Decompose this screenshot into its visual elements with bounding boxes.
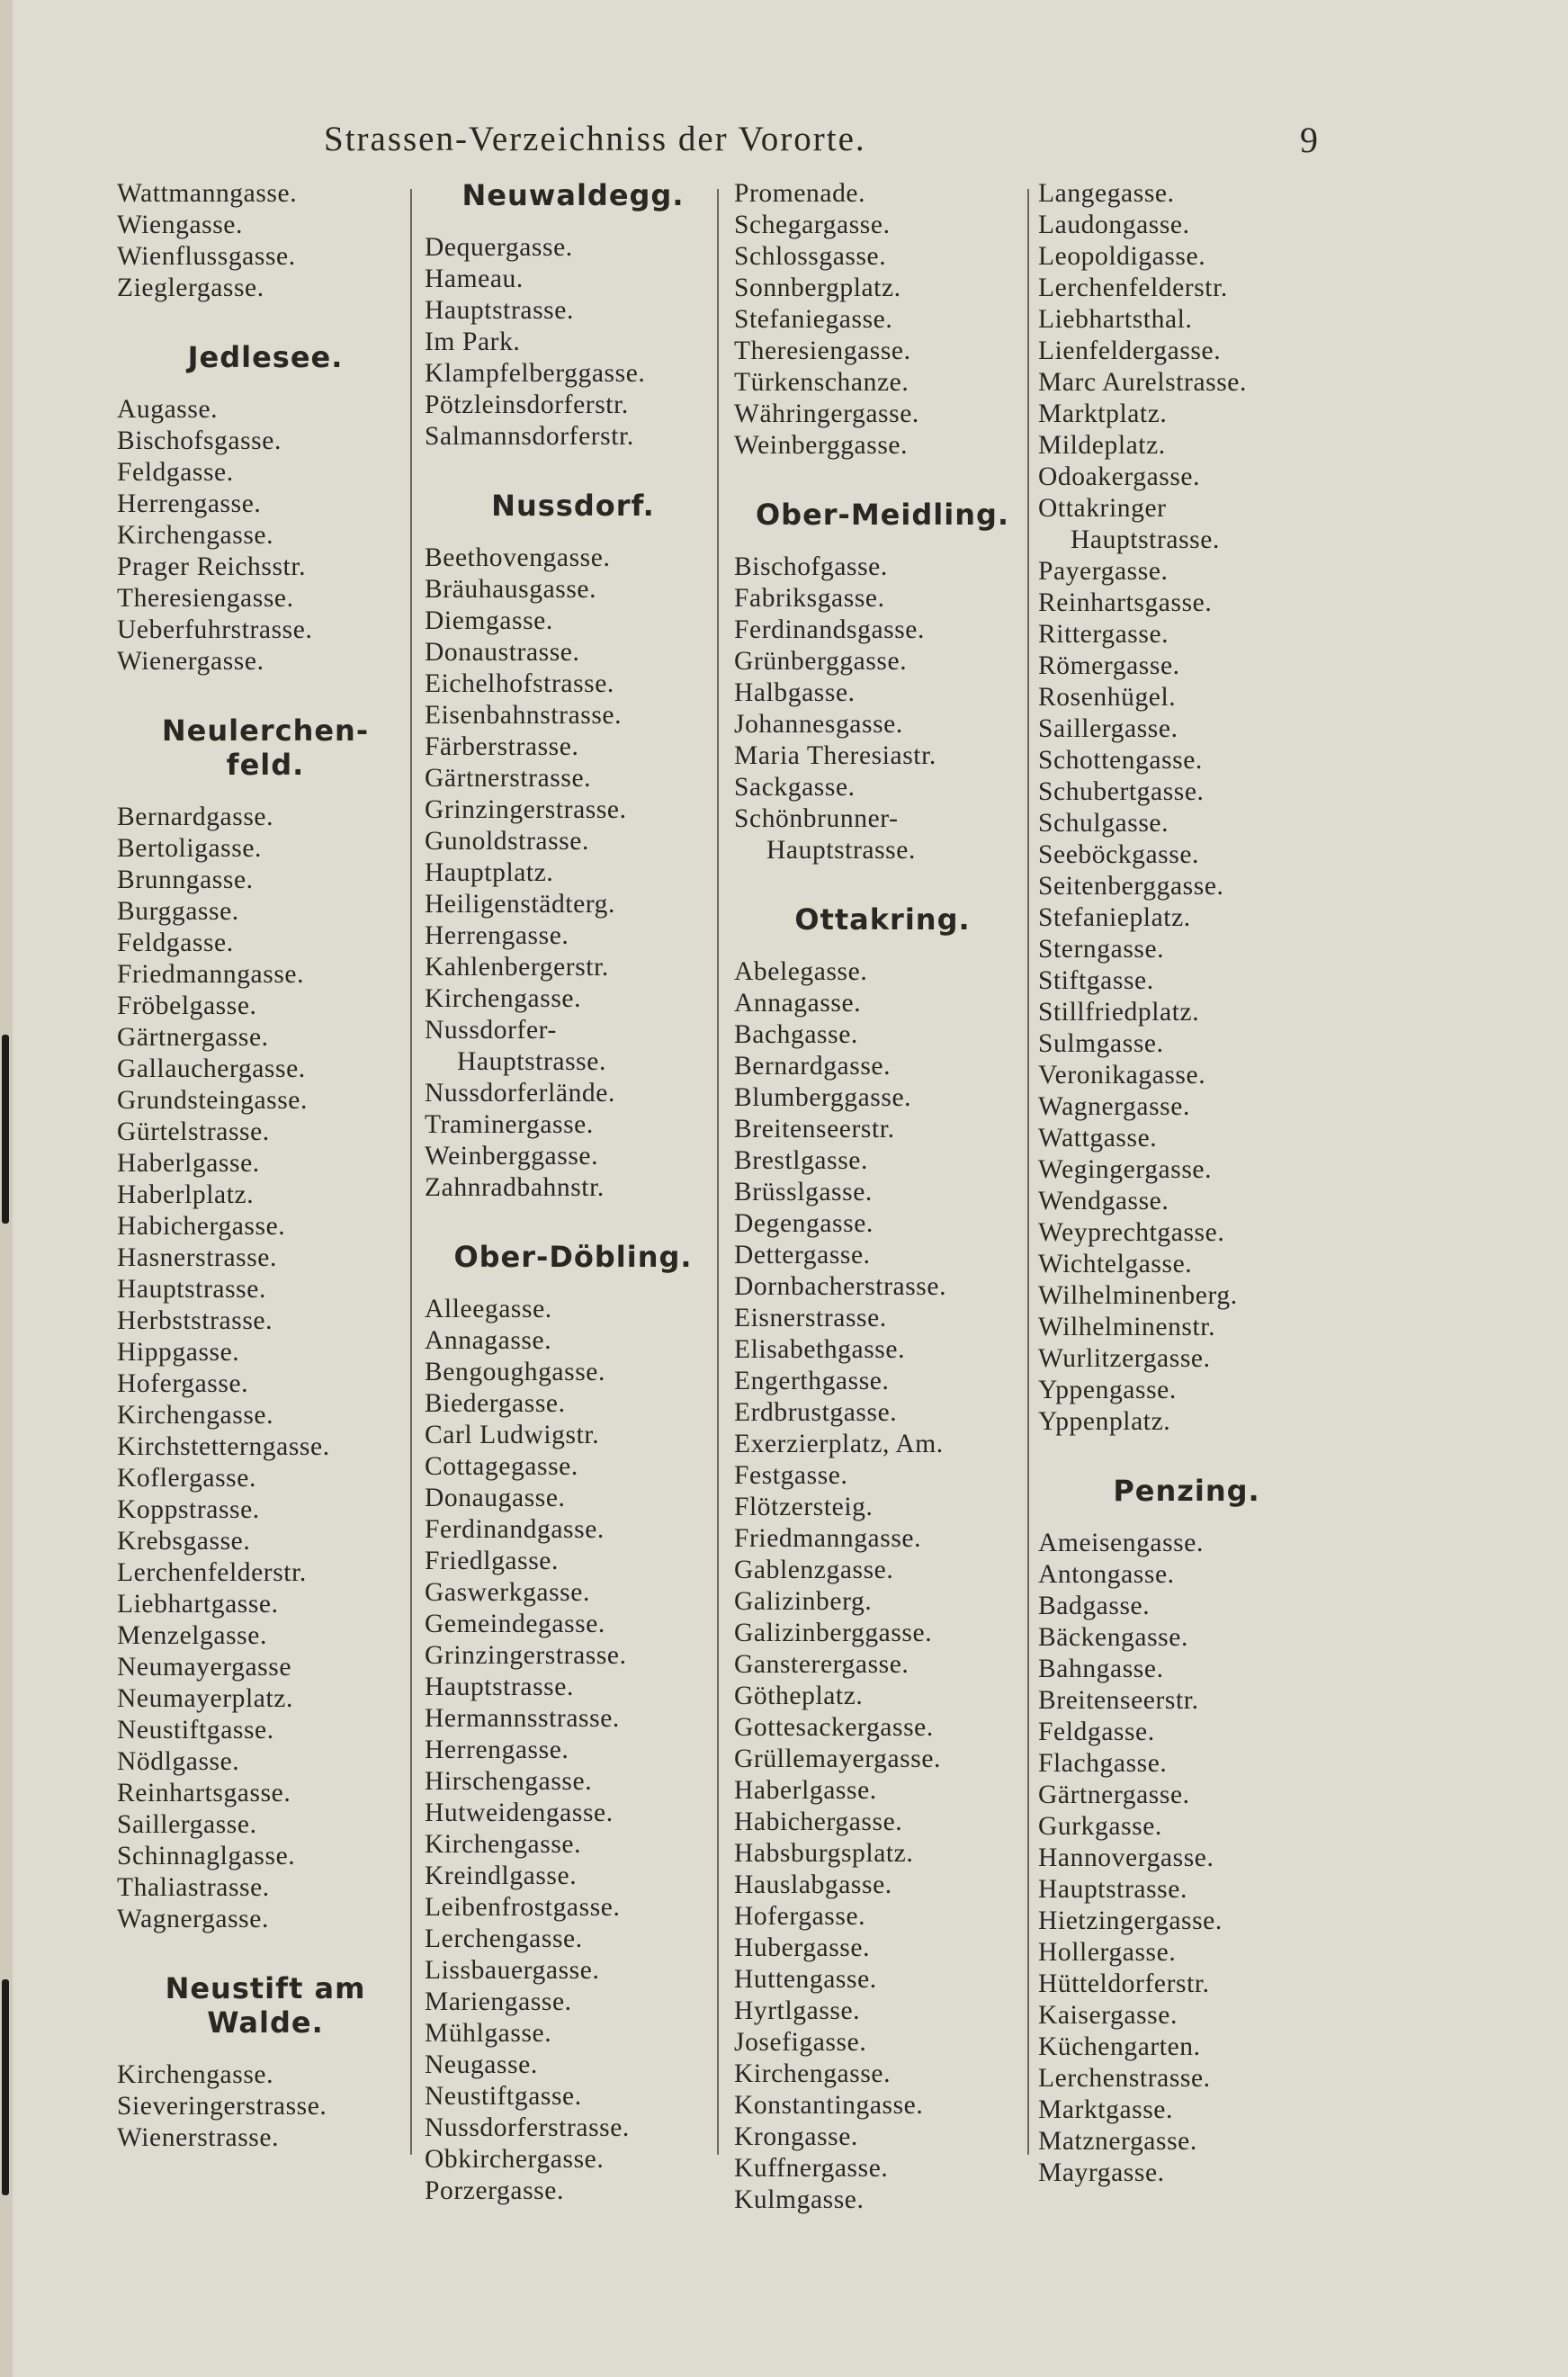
street-entry: Breitenseerstr. xyxy=(1038,1686,1199,1715)
street-entry: Hauptstrasse. xyxy=(425,296,574,325)
street-entry: Sonnbergplatz. xyxy=(734,274,901,302)
street-entry: Huttengasse. xyxy=(734,1965,877,1994)
street-entry: Bäckengasse. xyxy=(1038,1623,1188,1652)
street-entry: Bischofgasse. xyxy=(734,552,888,581)
street-entry: Breitenseerstr. xyxy=(734,1115,895,1144)
street-entry: Nussdorferstrasse. xyxy=(425,2113,630,2142)
street-entry: Stefaniegasse. xyxy=(734,305,893,334)
street-entry: Liebhartsthal. xyxy=(1038,305,1193,334)
street-entry: Laudongasse. xyxy=(1038,211,1190,239)
street-entry: Hollergasse. xyxy=(1038,1938,1177,1967)
street-entry: Hauptstrasse. xyxy=(1038,1875,1187,1904)
page-title: Strassen-Verzeichniss der Vororte. xyxy=(324,120,866,158)
street-entry: Cottagegasse. xyxy=(425,1452,578,1481)
street-entry: Nussdorfer- xyxy=(425,1016,557,1045)
section-title: Neustift am Walde. xyxy=(165,1971,366,2040)
street-entry: Bengoughgasse. xyxy=(425,1358,605,1386)
street-entry: Heiligenstädterg. xyxy=(425,890,616,919)
street-entry: Hauptplatz. xyxy=(425,858,554,887)
street-entry: Wiengasse. xyxy=(117,211,243,239)
street-entry: Wagnergasse. xyxy=(117,1905,269,1933)
street-entry: Neumayerplatz. xyxy=(117,1684,293,1713)
street-entry: Neustiftgasse. xyxy=(117,1716,274,1745)
street-entry: Blumberggasse. xyxy=(734,1083,912,1112)
street-entry: Neugasse. xyxy=(425,2050,538,2079)
street-entry: Götheplatz. xyxy=(734,1682,864,1710)
street-entry: Krebsgasse. xyxy=(117,1527,251,1556)
street-entry: Hyrtlgasse. xyxy=(734,1996,861,2025)
street-entry: Mühlgasse. xyxy=(425,2019,552,2048)
street-entry: Exerzierplatz, Am. xyxy=(734,1430,944,1458)
street-entry: Stefanieplatz. xyxy=(1038,903,1191,932)
street-entry: Traminergasse. xyxy=(425,1110,594,1139)
street-entry: Wienerstrasse. xyxy=(117,2123,280,2152)
street-entry: Grinzingerstrasse. xyxy=(425,1641,627,1670)
street-entry: Zahnradbahnstr. xyxy=(425,1173,605,1202)
street-entry: Liebhartgasse. xyxy=(117,1590,279,1619)
street-entry: Wegingergasse. xyxy=(1038,1155,1213,1184)
street-entry: Stillfriedplatz. xyxy=(1038,998,1200,1027)
street-entry: Gurkgasse. xyxy=(1038,1812,1162,1841)
street-entry: Türkenschanze. xyxy=(734,368,909,397)
street-entry: Konstantingasse. xyxy=(734,2091,924,2120)
street-entry: Nussdorferlände. xyxy=(425,1079,615,1108)
street-entry: Hietzingergasse. xyxy=(1038,1906,1223,1935)
street-entry: Seeböckgasse. xyxy=(1038,840,1200,869)
street-entry: Wichtelgasse. xyxy=(1038,1250,1193,1278)
street-entry: Ferdinandsgasse. xyxy=(734,615,925,644)
street-entry: Menzelgasse. xyxy=(117,1621,267,1650)
street-entry: Kahlenbergerstr. xyxy=(425,953,609,982)
street-entry: Hauslabgasse. xyxy=(734,1870,892,1899)
street-entry: Eichelhofstrasse. xyxy=(425,669,614,698)
section-title: Ottakring. xyxy=(794,902,971,937)
street-entry: Schulgasse. xyxy=(1038,809,1169,838)
street-entry: Schegargasse. xyxy=(734,211,891,239)
street-entry: Leibenfrostgasse. xyxy=(425,1893,621,1922)
street-entry: Burggasse. xyxy=(117,897,239,926)
street-entry: Lerchenfelderstr. xyxy=(1038,274,1228,302)
street-entry: Sterngasse. xyxy=(1038,935,1165,964)
section-title: Jedlesee. xyxy=(187,340,344,374)
street-entry: Wattmanngasse. xyxy=(117,179,298,208)
street-entry: Galizinberg. xyxy=(734,1587,873,1616)
street-entry: Hauptstrasse. xyxy=(1071,525,1220,554)
section-title: Neuwaldegg. xyxy=(461,178,685,212)
street-entry: Seitenberggasse. xyxy=(1038,872,1224,901)
street-entry: Bertoligasse. xyxy=(117,834,263,863)
street-entry: Kuffnergasse. xyxy=(734,2154,889,2183)
page-header xyxy=(0,119,1568,173)
street-entry: Nödlgasse. xyxy=(117,1747,240,1776)
street-entry: Saillergasse. xyxy=(1038,714,1178,743)
street-entry: Gottesackergasse. xyxy=(734,1713,934,1742)
street-entry: Kirchengasse. xyxy=(117,1401,274,1430)
street-entry: Haberlgasse. xyxy=(117,1149,260,1178)
street-entry: Hameau. xyxy=(425,265,524,293)
street-entry: Wilhelminenberg. xyxy=(1038,1281,1238,1310)
street-entry: Thaliastrasse. xyxy=(117,1873,270,1902)
section-title: Nussdorf. xyxy=(491,489,655,523)
street-entry: Gunoldstrasse. xyxy=(425,827,589,856)
street-entry: Hermannsstrasse. xyxy=(425,1704,620,1733)
street-entry: Porzergasse. xyxy=(425,2176,564,2205)
street-entry: Josefigasse. xyxy=(734,2028,867,2057)
street-entry: Hofergasse. xyxy=(734,1902,866,1931)
street-entry: Bachgasse. xyxy=(734,1020,858,1049)
street-entry: Antongasse. xyxy=(1038,1560,1175,1589)
street-entry: Galizinberggasse. xyxy=(734,1619,933,1647)
street-entry: Annagasse. xyxy=(734,989,862,1018)
street-entry: Klampfelberggasse. xyxy=(425,359,646,388)
street-entry: Ameisengasse. xyxy=(1038,1529,1204,1557)
column-3 xyxy=(734,178,1031,2214)
street-entry: Wattgasse. xyxy=(1038,1124,1158,1153)
street-entry: Habichergasse. xyxy=(734,1807,903,1836)
street-entry: Obkirchergasse. xyxy=(425,2145,605,2174)
section-title: Ober-Döbling. xyxy=(453,1240,693,1274)
street-entry: Saillergasse. xyxy=(117,1810,257,1839)
street-entry: Dettergasse. xyxy=(734,1241,871,1269)
street-entry: Ueberfuhrstrasse. xyxy=(117,615,313,644)
street-entry: Grundsteingasse. xyxy=(117,1086,308,1115)
street-entry: Rosenhügel. xyxy=(1038,683,1177,712)
street-entry: Wienflussgasse. xyxy=(117,242,296,271)
street-entry: Brestlgasse. xyxy=(734,1146,868,1175)
street-entry: Stiftgasse. xyxy=(1038,966,1154,995)
street-entry: Weinberggasse. xyxy=(734,431,909,460)
street-entry: Kirchengasse. xyxy=(425,1830,582,1859)
street-entry: Hofergasse. xyxy=(117,1369,249,1398)
street-entry: Eisnerstrasse. xyxy=(734,1304,887,1332)
street-entry: Feldgasse. xyxy=(117,458,234,487)
section-title: Neulerchen- feld. xyxy=(161,713,370,782)
street-entry: Fabriksgasse. xyxy=(734,584,885,613)
street-entry: Neustiftgasse. xyxy=(425,2082,582,2111)
street-entry: Marktgasse. xyxy=(1038,2095,1173,2124)
street-entry: Diemgasse. xyxy=(425,606,553,635)
street-entry: Elisabethgasse. xyxy=(734,1335,906,1364)
binding-mark xyxy=(2,1979,9,2195)
street-entry: Habichergasse. xyxy=(117,1212,286,1241)
street-entry: Hauptstrasse. xyxy=(425,1673,574,1701)
street-entry: Festgasse. xyxy=(734,1461,848,1490)
street-entry: Schönbrunner- xyxy=(734,804,899,833)
street-entry: Gürtelstrasse. xyxy=(117,1117,270,1146)
street-entry: Küchengarten. xyxy=(1038,2032,1201,2061)
street-entry: Donaustrasse. xyxy=(425,638,580,667)
street-entry: Kulmgasse. xyxy=(734,2185,865,2214)
street-entry: Mayrgasse. xyxy=(1038,2158,1165,2187)
page-number: 9 xyxy=(1300,120,1318,160)
street-entry: Erdbrustgasse. xyxy=(734,1398,898,1427)
street-entry: Bahngasse. xyxy=(1038,1655,1164,1683)
street-entry: Koflergasse. xyxy=(117,1464,256,1493)
street-entry: Carl Ludwigstr. xyxy=(425,1421,600,1449)
street-entry: Veronikagasse. xyxy=(1038,1061,1206,1090)
street-entry: Pötzleinsdorferstr. xyxy=(425,390,629,419)
street-entry: Engerthgasse. xyxy=(734,1367,890,1395)
street-entry: Yppengasse. xyxy=(1038,1376,1177,1404)
street-entry: Bernardgasse. xyxy=(734,1052,892,1081)
street-entry: Wendgasse. xyxy=(1038,1187,1169,1215)
street-entry: Weinberggasse. xyxy=(425,1142,599,1171)
street-entry: Ferdinandgasse. xyxy=(425,1515,605,1544)
street-entry: Zieglergasse. xyxy=(117,274,264,302)
street-entry: Abelegasse. xyxy=(734,957,868,986)
street-entry: Herbststrasse. xyxy=(117,1306,273,1335)
street-entry: Dequergasse. xyxy=(425,233,573,262)
street-entry: Langegasse. xyxy=(1038,179,1175,208)
street-entry: Sieveringerstrasse. xyxy=(117,2092,327,2121)
street-entry: Gansterergasse. xyxy=(734,1650,909,1679)
street-entry: Leopoldigasse. xyxy=(1038,242,1206,271)
street-entry: Grüllemayergasse. xyxy=(734,1745,942,1773)
street-entry: Bischofsgasse. xyxy=(117,426,282,455)
street-entry: Reinhartsgasse. xyxy=(117,1779,291,1807)
street-entry: Flachgasse. xyxy=(1038,1749,1168,1778)
street-entry: Im Park. xyxy=(425,327,521,356)
street-entry: Wagnergasse. xyxy=(1038,1092,1190,1121)
column-2 xyxy=(425,178,721,2205)
street-entry: Rittergasse. xyxy=(1038,620,1169,649)
street-entry: Gablenzgasse. xyxy=(734,1556,894,1584)
street-entry: Lienfeldergasse. xyxy=(1038,336,1222,365)
street-entry: Hauptstrasse. xyxy=(766,836,916,865)
street-entry: Weyprechtgasse. xyxy=(1038,1218,1225,1247)
street-entry: Feldgasse. xyxy=(117,928,234,957)
street-entry: Marc Aurelstrasse. xyxy=(1038,368,1247,397)
column-4 xyxy=(1038,178,1335,2187)
street-entry: Brunngasse. xyxy=(117,866,254,894)
street-entry: Krongasse. xyxy=(734,2122,858,2151)
street-entry: Augasse. xyxy=(117,395,219,424)
street-entry: Herrengasse. xyxy=(425,921,569,950)
street-entry: Reinhartsgasse. xyxy=(1038,588,1213,617)
street-entry: Friedmanngasse. xyxy=(734,1524,922,1553)
street-entry: Matznergasse. xyxy=(1038,2127,1197,2156)
street-entry: Hubergasse. xyxy=(734,1933,871,1962)
street-entry: Hannovergasse. xyxy=(1038,1843,1214,1872)
street-entry: Kaisergasse. xyxy=(1038,2001,1178,2030)
street-entry: Gärtnergasse. xyxy=(117,1023,269,1052)
street-entry: Annagasse. xyxy=(425,1326,552,1355)
street-entry: Grinzingerstrasse. xyxy=(425,795,627,824)
street-entry: Johannesgasse. xyxy=(734,710,903,739)
street-entry: Koppstrasse. xyxy=(117,1495,260,1524)
street-entry: Hirschengasse. xyxy=(425,1767,593,1796)
street-entry: Haberlplatz. xyxy=(117,1180,255,1209)
street-entry: Schottengasse. xyxy=(1038,746,1203,775)
street-entry: Gärtnerstrasse. xyxy=(425,764,592,793)
street-entry: Kirchengasse. xyxy=(117,2060,274,2089)
street-entry: Dornbacherstrasse. xyxy=(734,1272,947,1301)
street-entry: Lerchenfelderstr. xyxy=(117,1558,307,1587)
street-entry: Payergasse. xyxy=(1038,557,1169,586)
street-entry: Schubertgasse. xyxy=(1038,777,1205,806)
street-entry: Lissbauergasse. xyxy=(425,1956,600,1985)
street-entry: Währingergasse. xyxy=(734,399,919,428)
street-entry: Kirchengasse. xyxy=(117,521,274,550)
street-entry: Hutweidengasse. xyxy=(425,1798,614,1827)
street-entry: Friedlgasse. xyxy=(425,1547,559,1575)
street-entry: Salmannsdorferstr. xyxy=(425,422,634,451)
street-entry: Kirchengasse. xyxy=(734,2059,892,2088)
street-entry: Wurlitzergasse. xyxy=(1038,1344,1211,1373)
street-entry: Donaugasse. xyxy=(425,1484,566,1512)
street-entry: Hasnerstrasse. xyxy=(117,1243,277,1272)
street-entry: Grünberggasse. xyxy=(734,647,908,676)
street-entry: Kirchstetterngasse. xyxy=(117,1432,330,1461)
street-entry: Römergasse. xyxy=(1038,651,1180,680)
section-title: Ober-Meidling. xyxy=(755,498,1010,532)
street-entry: Theresiengasse. xyxy=(117,584,294,613)
binding-mark xyxy=(2,1035,9,1224)
street-entry: Kreindlgasse. xyxy=(425,1861,578,1890)
street-entry: Fröbelgasse. xyxy=(117,991,257,1020)
street-entry: Gaswerkgasse. xyxy=(425,1578,590,1607)
street-entry: Mildeplatz. xyxy=(1038,431,1166,460)
street-entry: Habsburgsplatz. xyxy=(734,1839,914,1868)
street-entry: Mariengasse. xyxy=(425,1987,572,2016)
street-entry: Yppenplatz. xyxy=(1038,1407,1171,1436)
street-entry: Schinnaglgasse. xyxy=(117,1842,296,1870)
street-entry: Halbgasse. xyxy=(734,678,856,707)
street-entry: Hippgasse. xyxy=(117,1338,240,1367)
street-entry: Lerchengasse. xyxy=(425,1924,583,1953)
street-entry: Neumayergasse xyxy=(117,1653,292,1682)
street-entry: Gallauchergasse. xyxy=(117,1054,306,1083)
street-entry: Wilhelminenstr. xyxy=(1038,1313,1216,1341)
street-entry: Haberlgasse. xyxy=(734,1776,877,1805)
street-entry: Marktplatz. xyxy=(1038,399,1168,428)
street-entry: Prager Reichsstr. xyxy=(117,552,307,581)
street-entry: Hauptstrasse. xyxy=(457,1047,606,1076)
street-entry: Bernardgasse. xyxy=(117,803,274,831)
street-entry: Hauptstrasse. xyxy=(117,1275,266,1304)
street-entry: Herrengasse. xyxy=(425,1736,569,1764)
street-entry: Bräuhausgasse. xyxy=(425,575,597,604)
street-entry: Flötzersteig. xyxy=(734,1493,874,1521)
street-entry: Odoakergasse. xyxy=(1038,462,1201,491)
street-entry: Ottakringer xyxy=(1038,494,1167,523)
street-entry: Sulmgasse. xyxy=(1038,1029,1164,1058)
street-entry: Degengasse. xyxy=(734,1209,874,1238)
street-entry: Brüsslgasse. xyxy=(734,1178,873,1206)
street-entry: Badgasse. xyxy=(1038,1592,1151,1620)
street-entry: Alleegasse. xyxy=(425,1295,552,1323)
section-title: Penzing. xyxy=(1113,1474,1260,1508)
street-entry: Maria Theresiastr. xyxy=(734,741,936,770)
street-entry: Biedergasse. xyxy=(425,1389,566,1418)
column-1 xyxy=(117,178,414,2157)
street-entry: Eisenbahnstrasse. xyxy=(425,701,623,730)
street-entry: Friedmanngasse. xyxy=(117,960,305,989)
street-entry: Kirchengasse. xyxy=(425,984,582,1013)
street-entry: Beethovengasse. xyxy=(425,543,611,572)
street-entry: Wienergasse. xyxy=(117,647,264,676)
street-entry: Lerchenstrasse. xyxy=(1038,2064,1211,2093)
street-entry: Promenade. xyxy=(734,179,866,208)
street-entry: Gemeindegasse. xyxy=(425,1610,605,1638)
street-entry: Theresiengasse. xyxy=(734,336,911,365)
street-entry: Färberstrasse. xyxy=(425,732,579,761)
street-entry: Feldgasse. xyxy=(1038,1718,1155,1746)
street-entry: Schlossgasse. xyxy=(734,242,887,271)
street-entry: Gärtnergasse. xyxy=(1038,1781,1190,1809)
street-entry: Hütteldorferstr. xyxy=(1038,1969,1210,1998)
street-entry: Herrengasse. xyxy=(117,489,262,518)
page-edge xyxy=(0,0,13,2377)
street-entry: Sackgasse. xyxy=(734,773,856,802)
